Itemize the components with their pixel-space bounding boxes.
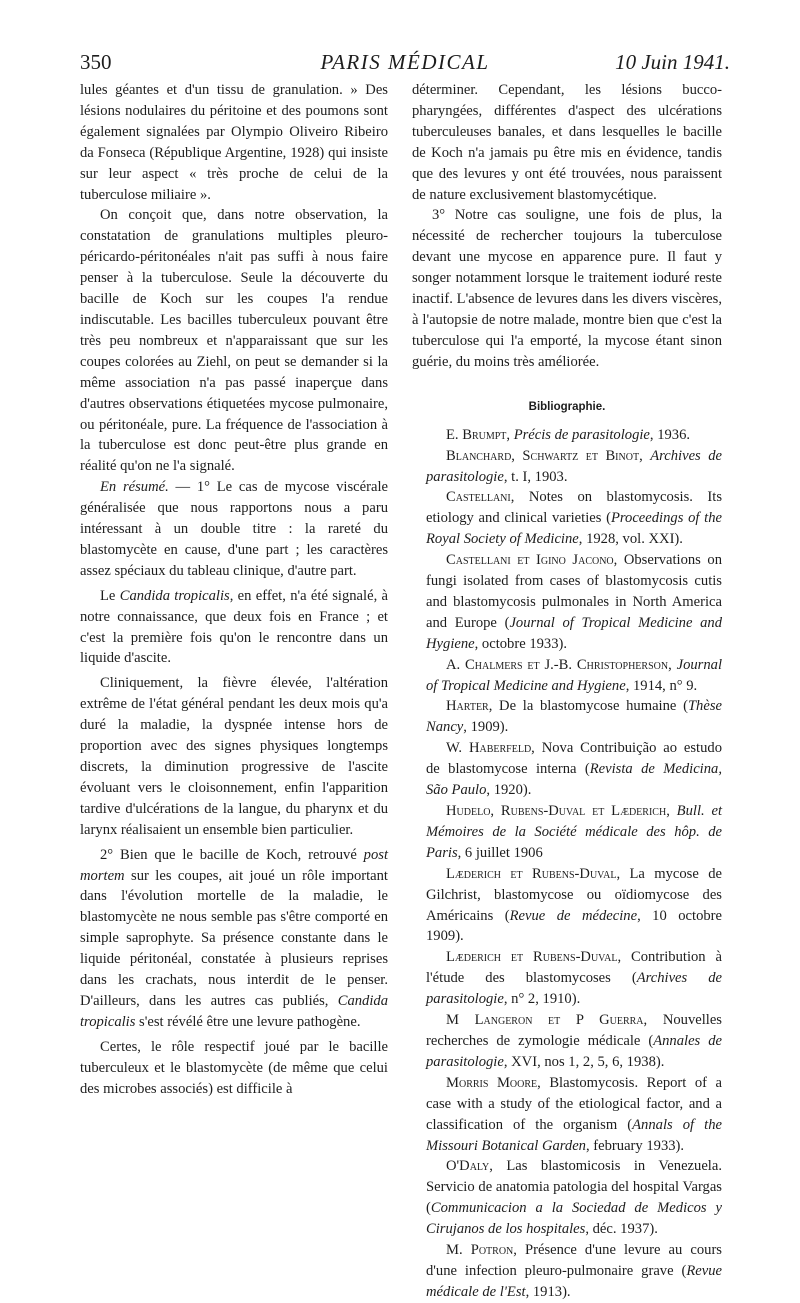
bibliography-entry: Harter, De la blastomycose humaine (Thèse Nancy, 1909).: [426, 698, 722, 736]
bibliography-entry: O'Daly, Las blastomicosis in Venezuela. Servicio de anatomia patologia del hospital Vargas (Communicacion a la Sociedad de Medicos y Cirujanos de los hospitales, déc. 1937).: [426, 1158, 722, 1238]
reference-author: W. Haberfeld: [446, 740, 532, 757]
bibliography-entry: Castellani et Igino Jacono, Observations on fungi isolated from cases of blastomycosis cutis and blastomycosis pulmonales in North America and Europe (Journal of Tropical Medicine and Hygiene, octobre 1933).: [426, 552, 723, 652]
reference-author: Morris Moore: [446, 1074, 538, 1091]
reference-author: A. Chalmers et J.-B. Christopherson: [446, 656, 669, 673]
journal-title: PARIS MÉDICAL: [320, 50, 490, 74]
paragraph: lules géantes et d'un tissu de granulation. » Des lésions nodulaires du péritoine et des poumons sont également signalées par Olympio Oliveiro Ribeiro da Fonseca (République Argentine, 1928) qui insiste sur leur aspect « très proche de celui de la tuberculose miliaire ».: [80, 82, 388, 203]
issue-date: 10 Juin 1941.: [615, 50, 730, 74]
reference-title: Revue médicale de l'Est: [426, 1262, 722, 1300]
bibliography-entry: M Langeron et P Guerra, Nouvelles recherches de zymologie médicale (Annales de parasitologie, XVI, nos 1, 2, 5, 6, 1938).: [426, 1012, 722, 1070]
reference-author: Castellani: [446, 489, 511, 506]
bibliography-list: [412, 425, 722, 1303]
reference-title: Thèse Nancy: [426, 698, 722, 736]
bibliography-entry: Læderich et Rubens-Duval, La mycose de Gilchrist, blastomycose ou oïdiomycose des Américains (Revue de médecine, 10 octobre 1909).: [426, 865, 722, 945]
right-column: [412, 80, 722, 1303]
page-number: 350: [80, 50, 112, 74]
bibliography-heading: Bibliographie.: [528, 400, 606, 413]
reference-author: Harter: [446, 698, 489, 715]
paragraph: Cliniquement, la fièvre élevée, l'altération extrême de l'état général pendant les deux mois qu'a duré la maladie, la dyspnée intense hors de proportion avec des signes physiques longtemps discrets, la diminution progressive de l'ascite évoluant vers le cloisonnement, enfin l'apparition tardive d'ulcérations de la langue, du pharynx et du larynx réalisaient un ensemble bien particulier.: [80, 675, 388, 838]
reference-title: Revue de médecine: [509, 907, 638, 924]
bibliography-entry: Morris Moore, Blastomycosis. Report of a case with a study of the etiological factor, and a classification of the organism (Annals of the Missouri Botanical Garden, february 1933).: [426, 1074, 722, 1154]
reference-title: Communicacion a la Sociedad de Medicos y Cirujanos de los hospitales: [426, 1200, 722, 1238]
reference-title: Annals of the Missouri Botanical Garden: [426, 1116, 722, 1154]
reference-title: Archives de parasitologie: [426, 970, 722, 1008]
reference-title: Archives de parasitologie: [426, 447, 722, 485]
left-column: [80, 80, 388, 1100]
reference-title: Journal of Tropical Medicine and Hygiene: [426, 614, 723, 652]
paragraph: Le Candida tropicalis, en effet, n'a été signalé, à notre connaissance, que deux fois en France ; et c'est la première fois qu'on le rencontre dans un liquide d'ascite.: [80, 587, 389, 667]
bibliography-entry: Læderich et Rubens-Duval, Contribution à l'étude des blastomycoses (Archives de parasitologie, n° 2, 1910).: [426, 949, 722, 1008]
summary-label: En résumé.: [100, 479, 169, 496]
reference-author: Castellani et Igino Jacono: [446, 552, 614, 569]
paragraph: On conçoit que, dans notre observation, la constatation de granulations multiples pleuro-péricardo-péritonéales n'ait pas suffi à nous faire penser à la tuberculose. Seule la découverte du bacille de Koch sur les coupes l'a rendue indiscutable. Les bacilles tuberculeux pouvant être très peu nombreux et n'apparaissant que sur les coupes colorées au Ziehl, on peut se demander si la même association n'a pas passé inaperçue dans d'autres observations étiquetées mycose pulmonaire, ou péritonéale, pure. La fréquence de l'association à la tuberculose est donc peut-être plus grande en réalité qu'on ne l'a signalé.: [80, 207, 388, 475]
reference-title: Revista de Medicina, São Paulo: [426, 761, 722, 799]
reference-author: E. Brumpt: [446, 426, 507, 443]
reference-author: M. Potron: [446, 1242, 514, 1259]
reference-author: Læderich et Rubens-Duval: [446, 949, 618, 966]
paragraph: 3° Notre cas souligne, une fois de plus, la nécessité de rechercher toujours la tuberculose devant une mycose en apparence pure. Il faut y songer notamment lorsque le traitement ioduré reste inactif. L'absence de levures dans les divers viscères, à l'autopsie de notre malade, montre bien que c'est la tuberculose qui l'a emporté, la mycose étant sinon guérie, du moins très améliorée.: [412, 207, 722, 370]
reference-author: O'Daly: [446, 1158, 490, 1175]
page-header: [80, 50, 730, 76]
bibliography-entry: Castellani, Notes on blastomycosis. Its etiology and clinical varieties (Proceedings of the Royal Society of Medicine, 1928, vol. XXI).: [426, 489, 722, 548]
paragraph: Certes, le rôle respectif joué par le bacille tuberculeux et le blastomycète (de même que celui des microbes associés) est difficile à: [80, 1038, 388, 1097]
bibliography-entry: W. Haberfeld, Nova Contribuição ao estudo de blastomycose interna (Revista de Medicina, São Paulo, 1920).: [426, 740, 722, 799]
reference-author: M Langeron et P Guerra: [446, 1012, 644, 1029]
reference-author: Læderich et Rubens-Duval: [446, 865, 617, 882]
summary-paragraph: En résumé. — 1° Le cas de mycose viscérale généralisée que nous rapportons nous a paru intéressant à un double titre : la rareté du blastomycète en cause, d'une part ; les caractères assez spéciaux du tableau clinique, d'autre part.: [80, 479, 388, 579]
reference-title: Annales de parasitologie: [426, 1032, 722, 1070]
bibliography-entry: E. Brumpt, Précis de parasitologie, 1936.: [446, 426, 691, 443]
reference-title: Précis de parasitologie: [513, 426, 650, 443]
reference-title: Proceedings of the Royal Society of Medicine: [426, 510, 722, 548]
bibliography-entry: Blanchard, Schwartz et Binot, Archives de parasitologie, t. I, 1903.: [426, 447, 722, 485]
reference-title: Bull. et Mémoires de la Société médicale des hôp. de Paris: [426, 803, 722, 861]
bibliography-entry: Hudelo, Rubens-Duval et Læderich, Bull. et Mémoires de la Société médicale des hôp. de Paris, 6 juillet 1906: [426, 803, 722, 861]
reference-author: Blanchard, Schwartz et Binot: [446, 447, 640, 464]
reference-author: Hudelo, Rubens-Duval et Læderich: [446, 803, 667, 819]
bibliography-entry: A. Chalmers et J.-B. Christopherson, Journal of Tropical Medicine and Hygiene, 1914, n° 9.: [426, 656, 722, 694]
paragraph: déterminer. Cependant, les lésions bucco-pharyngées, différentes d'aspect des ulcérations tuberculeuses banales, et dans lesquelles le bacille de Koch n'a jamais pu être mis en évidence, tandis que des levures y ont été trouvées, nous paraissent de nature exclusivement blastomycétique.: [412, 82, 722, 203]
reference-title: Journal of Tropical Medicine and Hygiene: [426, 656, 722, 694]
bibliography-entry: M. Potron, Présence d'une levure au cours d'une infection pleuro-pulmonaire grave (Revue médicale de l'Est, 1913).: [426, 1242, 722, 1300]
paragraph: 2° Bien que le bacille de Koch, retrouvé post mortem sur les coupes, ait joué un rôle important dans l'évolution mortelle de la maladie, le blastomycète ne nous semble pas s'être comporté en simple saprophyte. Sa présence constante dans le liquide péritonéal, constatée à plusieurs reprises dans les crachats, nous interdit de le penser. D'ailleurs, dans les autres cas publiés, Candida tropicalis s'est révélé être une levure pathogène.: [80, 846, 388, 1030]
